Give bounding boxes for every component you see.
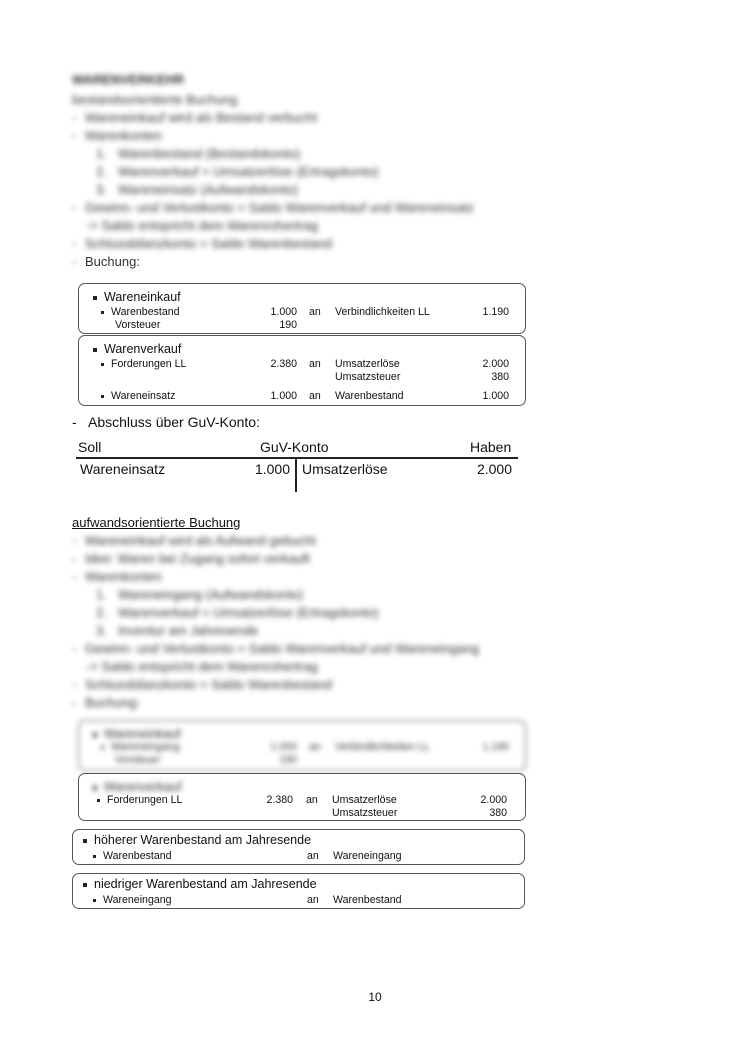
list-item: - Wareneinkauf wird als Bestand verbucht xyxy=(72,110,318,125)
list-item: - Warenkonten xyxy=(72,569,162,584)
booking-an: an xyxy=(306,794,318,806)
guv-left-label: Wareneinsatz xyxy=(80,461,166,477)
booking-row: Vorsteuer xyxy=(115,319,161,331)
box-title: Warenverkauf xyxy=(93,342,181,356)
guv-haben: Haben xyxy=(470,439,512,455)
box-title: niedriger Warenbestand am Jahresende xyxy=(83,877,317,891)
list-item: - Gewinn- und Verlustkonto = Saldo Warenverkauf und Wareneinsatz xyxy=(72,200,474,215)
guv-divider xyxy=(76,457,518,459)
box-title: Wareneinkauf xyxy=(93,727,181,741)
booking-an: an xyxy=(307,850,319,862)
guv-center-line xyxy=(295,458,297,492)
booking-credit: Warenbestand xyxy=(335,390,404,402)
booking-row: Vorsteuer xyxy=(115,754,161,766)
guv-right-label: Umsatzerlöse xyxy=(302,461,388,477)
booking-row: Forderungen LL xyxy=(101,358,186,371)
booking-credit-amount: 380 xyxy=(491,371,509,383)
list-item: 1. Wareneingang (Aufwandskonto) xyxy=(96,587,304,602)
booking-an: an xyxy=(309,358,321,370)
list-item: 1. Warenbestand (Bestandskonto) xyxy=(96,146,301,161)
list-item: 3. Wareneinsatz (Aufwandskonto) xyxy=(96,182,299,197)
list-item: - Idee: Waren bei Zugang sofort verkauft xyxy=(72,551,310,566)
list-item-buchung: - Buchung: xyxy=(72,254,140,269)
list-item: -> Saldo entspricht dem Warenrohertrag xyxy=(86,659,318,674)
list-item: - Wareneinkauf wird als Aufwand gebucht xyxy=(72,533,316,548)
booking-box-wareneinkauf xyxy=(78,283,526,334)
list-item: - Buchung: xyxy=(72,695,140,710)
booking-row: Warenbestand xyxy=(93,850,172,863)
booking-amount: 1.000 xyxy=(270,390,297,402)
booking-credit-amount: 1.190 xyxy=(482,306,509,318)
booking-row: Wareneingang xyxy=(101,741,180,754)
booking-credit: Umsatzsteuer xyxy=(332,807,398,819)
page-number: 10 xyxy=(368,990,382,1004)
list-item: 2. Warenverkauf = Umsatzerlöse (Ertragskonto) xyxy=(96,164,379,179)
list-item: - Gewinn- und Verlustkonto = Saldo Warenverkauf und Wareneingang xyxy=(72,641,479,656)
booking-box-hoeherer-bestand xyxy=(72,829,525,865)
booking-an: an xyxy=(309,741,321,753)
section-title: WARENVERKEHR xyxy=(72,72,184,87)
booking-credit-amount: 1.190 xyxy=(482,741,509,753)
list-item: -> Saldo entspricht dem Warenrohertrag xyxy=(86,218,318,233)
booking-credit-amount: 1.000 xyxy=(482,390,509,402)
guv-right-value: 2.000 xyxy=(476,461,512,477)
booking-credit: Wareneingang xyxy=(333,850,402,862)
list-item: 2. Warenverkauf = Umsatzerlöse (Ertragskonto) xyxy=(96,605,379,620)
booking-amount: 190 xyxy=(279,754,297,766)
box-title: Wareneinkauf xyxy=(93,290,181,304)
guv-soll: Soll xyxy=(78,439,102,455)
booking-amount: 1.000 xyxy=(270,741,297,753)
booking-row: Warenbestand xyxy=(101,306,180,319)
section-subtitle: bestandsorientierte Buchung xyxy=(72,92,238,107)
list-item: 3. Inventur am Jahresende xyxy=(96,623,259,638)
booking-row: Wareneinsatz xyxy=(101,390,175,403)
guv-left-value: 1.000 xyxy=(254,461,290,477)
booking-credit-amount: 380 xyxy=(489,807,507,819)
booking-amount: 1.000 xyxy=(270,306,297,318)
booking-credit: Umsatzerlöse xyxy=(335,358,400,370)
section2-subtitle: aufwandsorientierte Buchung xyxy=(72,515,241,530)
list-item: - Warenkonten xyxy=(72,128,162,143)
booking-credit-amount: 2.000 xyxy=(480,794,507,806)
booking-credit: Verbindlichkeiten LL xyxy=(335,741,430,753)
booking-box-warenverkauf-2 xyxy=(78,773,526,821)
booking-credit: Verbindlichkeiten LL xyxy=(335,306,430,318)
booking-credit-amount: 2.000 xyxy=(482,358,509,370)
booking-box-warenverkauf xyxy=(78,335,526,406)
list-item: - Schlussbilanzkonto = Saldo Warenbestand xyxy=(72,677,333,692)
guv-title: GuV-Konto xyxy=(260,439,329,455)
booking-credit: Warenbestand xyxy=(333,894,402,906)
booking-box-wareneinkauf-2 xyxy=(78,720,526,771)
box-title: Warenverkauf xyxy=(93,780,181,794)
booking-box-niedriger-bestand xyxy=(72,873,525,909)
guv-intro: - Abschluss über GuV-Konto: xyxy=(72,414,260,430)
booking-amount: 2.380 xyxy=(270,358,297,370)
list-item: - Schlussbilanzkonto = Saldo Warenbestand xyxy=(72,236,333,251)
booking-an: an xyxy=(309,390,321,402)
booking-credit: Umsatzsteuer xyxy=(335,371,401,383)
booking-row: Forderungen LL xyxy=(97,794,182,807)
booking-row: Wareneingang xyxy=(93,894,172,907)
booking-amount: 2.380 xyxy=(266,794,293,806)
booking-an: an xyxy=(309,306,321,318)
booking-an: an xyxy=(307,894,319,906)
booking-credit: Umsatzerlöse xyxy=(332,794,397,806)
booking-amount: 190 xyxy=(279,319,297,331)
box-title: höherer Warenbestand am Jahresende xyxy=(83,833,311,847)
